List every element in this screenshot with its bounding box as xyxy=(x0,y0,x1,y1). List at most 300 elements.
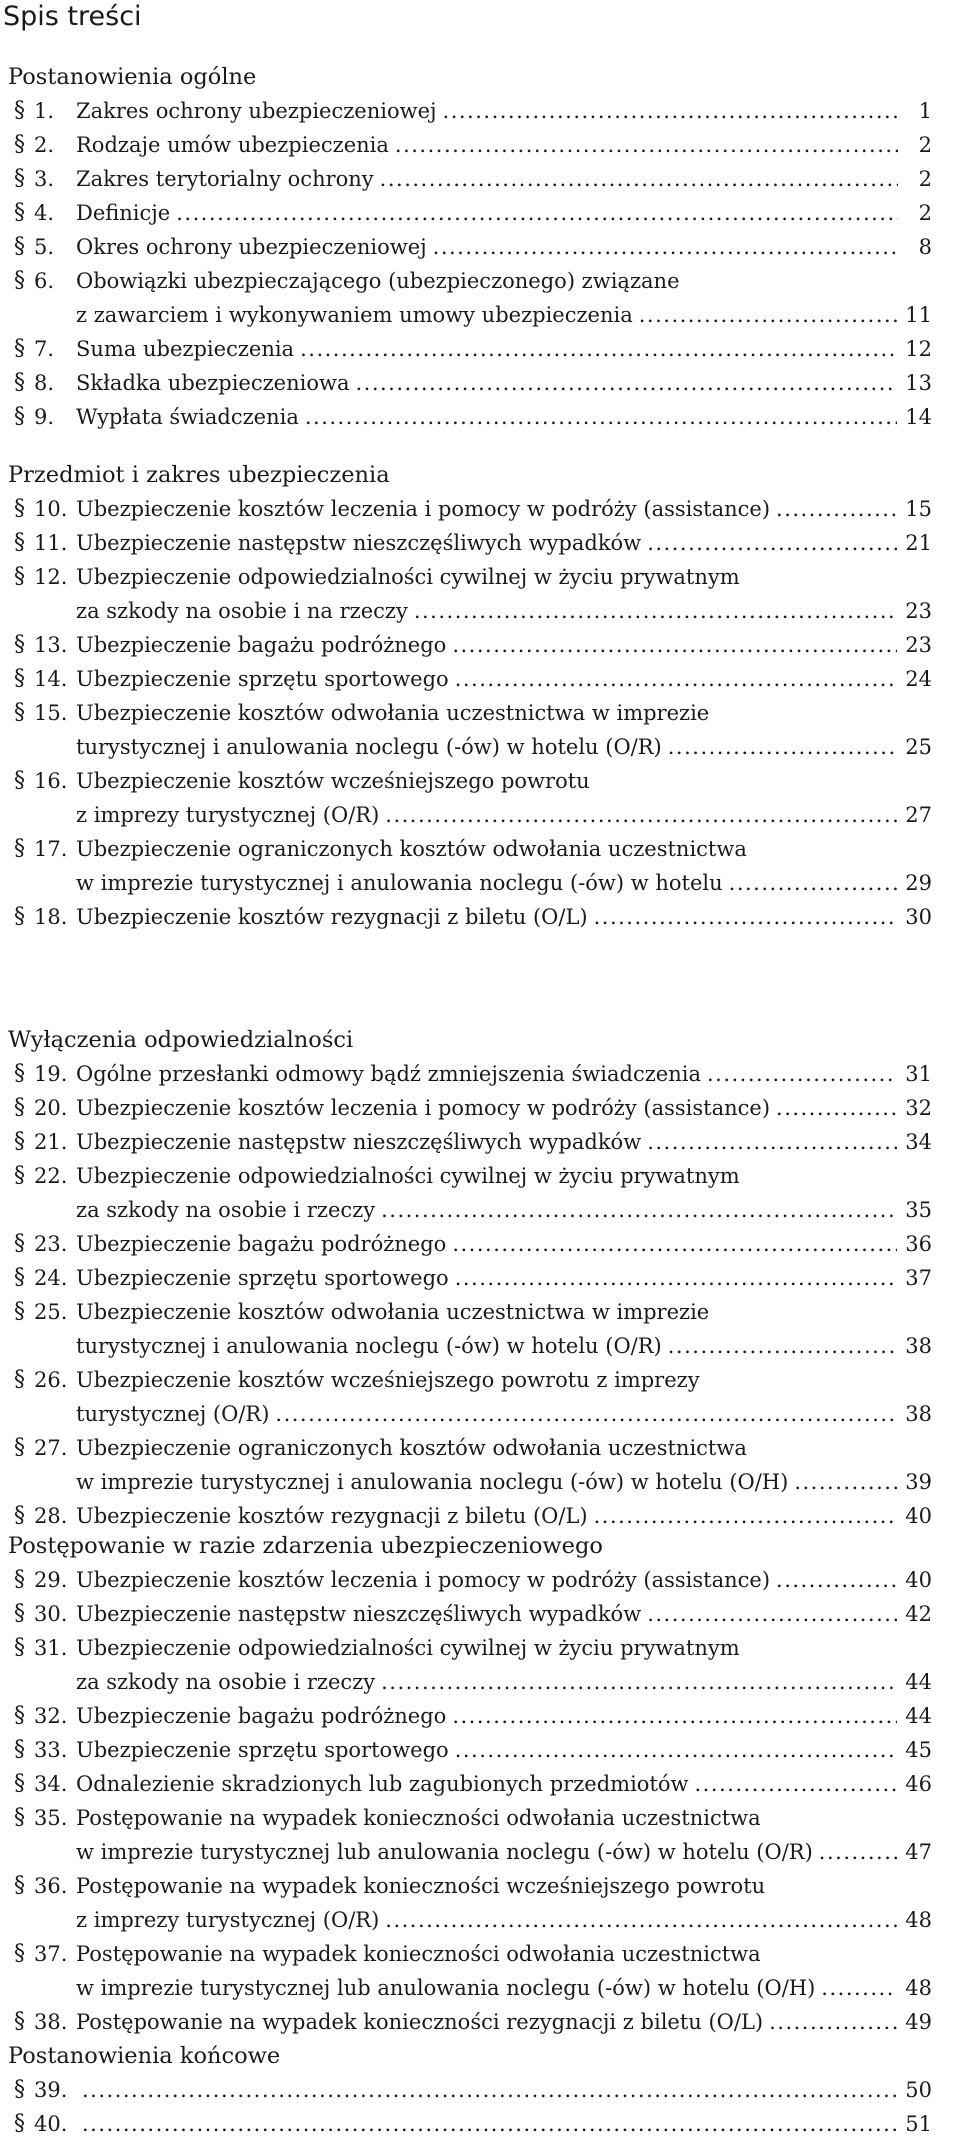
section-sign: § xyxy=(14,404,25,429)
section-sign: § xyxy=(14,1367,25,1392)
page-number: 40 xyxy=(905,1504,932,1528)
entry-number: 34. xyxy=(34,1772,68,1796)
dot-leader xyxy=(433,230,898,264)
toc-entry-line xyxy=(0,1227,960,1261)
page-number: 27 xyxy=(905,803,932,827)
section-sign: § xyxy=(14,1095,25,1120)
toc-entry-line xyxy=(0,1159,960,1193)
section-sign: § xyxy=(14,530,25,555)
entry-title: Ubezpieczenie kosztów odwołania uczestnictwa w imprezie xyxy=(76,701,710,725)
toc-entry[interactable] xyxy=(0,492,960,526)
entry-number: 31. xyxy=(34,1636,68,1660)
entry-title: Postępowanie na wypadek konieczności wcześniejszego powrotu xyxy=(76,1874,766,1898)
toc-entry-line xyxy=(0,1363,960,1397)
section-sign: § xyxy=(14,632,25,657)
entry-number: 24. xyxy=(34,1266,68,1290)
entry-title: Ubezpieczenie sprzętu sportowego xyxy=(76,1738,449,1762)
entry-number: 12. xyxy=(34,565,68,589)
entry-title: w imprezie turystycznej lub anulowania noclegu (-ów) w hotelu (O/H) xyxy=(76,1976,816,2000)
entry-title: Suma ubezpieczenia xyxy=(76,337,295,361)
dot-leader xyxy=(729,866,898,900)
page-number: 14 xyxy=(905,405,932,429)
entry-number: 23. xyxy=(34,1232,68,1256)
toc-entry-line xyxy=(0,1125,960,1159)
toc-entry-line xyxy=(0,1597,960,1631)
toc-entry-line xyxy=(0,696,960,730)
section-sign: § xyxy=(14,700,25,725)
entry-title: Ubezpieczenie kosztów rezygnacji z biletu (O/L) xyxy=(76,1504,588,1528)
page-number: 48 xyxy=(905,1908,932,1932)
section-sign: § xyxy=(14,1435,25,1460)
page-number: 42 xyxy=(905,1602,932,1626)
dot-leader xyxy=(668,1329,898,1363)
toc-entry-line xyxy=(0,1261,960,1295)
section-sign: § xyxy=(14,1771,25,1796)
dot-leader xyxy=(395,128,898,162)
entry-number: 6. xyxy=(34,269,55,293)
entry-title: Ogólne przesłanki odmowy bądź zmniejszenia świadczenia xyxy=(76,1062,701,1086)
toc-entry-line xyxy=(0,1835,960,1869)
entry-title: Odnalezienie skradzionych lub zagubionych przedmiotów xyxy=(76,1772,689,1796)
dot-leader xyxy=(82,2073,897,2107)
page-number: 12 xyxy=(905,337,932,361)
page-number: 45 xyxy=(905,1738,932,1762)
toc-entry[interactable] xyxy=(0,366,960,400)
toc-entry[interactable] xyxy=(0,1597,960,1631)
entry-title: Zakres ochrony ubezpieczeniowej xyxy=(76,99,437,123)
entry-title: Ubezpieczenie kosztów wcześniejszego powrotu z imprezy xyxy=(76,1368,700,1392)
dot-leader xyxy=(639,298,898,332)
toc-entry[interactable] xyxy=(0,1363,960,1431)
entry-title: Ubezpieczenie następstw nieszczęśliwych wypadków xyxy=(76,531,642,555)
entry-number: 11. xyxy=(34,531,68,555)
page-number: 44 xyxy=(905,1670,932,1694)
page-number: 23 xyxy=(905,599,932,623)
entry-number: 1. xyxy=(34,99,55,123)
toc-entry-line xyxy=(0,1869,960,1903)
toc-entry-line xyxy=(0,1193,960,1227)
dot-leader xyxy=(300,332,897,366)
dot-leader xyxy=(455,1261,898,1295)
toc-entry-line xyxy=(0,162,960,196)
page-number: 21 xyxy=(905,531,932,555)
entry-title: Ubezpieczenie odpowiedzialności cywilnej w życiu prywatnym xyxy=(76,565,740,589)
entry-title: Ubezpieczenie bagażu podróżnego xyxy=(76,1232,447,1256)
entry-title: Ubezpieczenie bagażu podróżnego xyxy=(76,633,447,657)
toc-entry[interactable] xyxy=(0,2073,960,2107)
toc-entry[interactable] xyxy=(0,162,960,196)
toc-entry[interactable] xyxy=(0,196,960,230)
page-number: 23 xyxy=(905,633,932,657)
toc-entry[interactable] xyxy=(0,94,960,128)
dot-leader xyxy=(776,492,897,526)
toc-entry[interactable] xyxy=(0,1801,960,1869)
entry-title: Ubezpieczenie odpowiedzialności cywilnej w życiu prywatnym xyxy=(76,1164,740,1188)
entry-title: Wypłata świadczenia xyxy=(76,405,299,429)
toc-entry-line xyxy=(0,560,960,594)
section-sign: § xyxy=(14,132,25,157)
page-number: 30 xyxy=(905,905,932,929)
toc-section xyxy=(0,458,960,934)
page-number: 35 xyxy=(905,1198,932,1222)
entry-title: Obowiązki ubezpieczającego (ubezpieczonego) związane xyxy=(76,269,680,293)
entry-title: Definicje xyxy=(76,201,171,225)
entry-title: z imprezy turystycznej (O/R) xyxy=(76,1908,380,1932)
entry-title: Ubezpieczenie sprzętu sportowego xyxy=(76,1266,449,1290)
section-sign: § xyxy=(14,1873,25,1898)
dot-leader xyxy=(452,1699,897,1733)
entry-number: 29. xyxy=(34,1568,68,1592)
toc-section xyxy=(0,2039,960,2141)
dot-leader xyxy=(594,900,898,934)
entry-number: 17. xyxy=(34,837,68,861)
entry-number: 39. xyxy=(34,2078,68,2102)
toc-section xyxy=(0,1529,960,2039)
toc-entry-line xyxy=(0,492,960,526)
page-number: 15 xyxy=(905,497,932,521)
section-sign: § xyxy=(14,1265,25,1290)
entry-title: z zawarciem i wykonywaniem umowy ubezpieczenia xyxy=(76,303,633,327)
page-number: 1 xyxy=(918,99,932,123)
entry-title: za szkody na osobie i rzeczy xyxy=(76,1670,376,1694)
toc-entry[interactable] xyxy=(0,332,960,366)
toc-entry[interactable] xyxy=(0,526,960,560)
page-number: 32 xyxy=(905,1096,932,1120)
toc-entry-line xyxy=(0,832,960,866)
toc-entry-line xyxy=(0,1465,960,1499)
page-number: 51 xyxy=(905,2112,932,2136)
toc-entry[interactable] xyxy=(0,628,960,662)
toc-entry[interactable] xyxy=(0,1057,960,1091)
toc-entry[interactable] xyxy=(0,1125,960,1159)
dot-leader xyxy=(794,1465,897,1499)
section-sign: § xyxy=(14,666,25,691)
toc-entry[interactable] xyxy=(0,900,960,934)
entry-number: 8. xyxy=(34,371,55,395)
section-sign: § xyxy=(14,2111,25,2136)
dot-leader xyxy=(82,2107,897,2141)
section-sign: § xyxy=(14,1703,25,1728)
toc-entry[interactable] xyxy=(0,1699,960,1733)
entry-number: 22. xyxy=(34,1164,68,1188)
entry-title: w imprezie turystycznej lub anulowania noclegu (-ów) w hotelu (O/R) xyxy=(76,1840,813,1864)
toc-entry-line xyxy=(0,2005,960,2039)
toc-entry[interactable] xyxy=(0,764,960,832)
toc-entry[interactable] xyxy=(0,2005,960,2039)
entry-number: 15. xyxy=(34,701,68,725)
dot-leader xyxy=(821,1971,897,2005)
entry-title: Ubezpieczenie kosztów leczenia i pomocy w podróży (assistance) xyxy=(76,1568,771,1592)
page-number: 29 xyxy=(905,871,932,895)
toc-entry-line xyxy=(0,1665,960,1699)
toc-entry[interactable] xyxy=(0,264,960,332)
toc-entry[interactable] xyxy=(0,1091,960,1125)
page-number: 50 xyxy=(905,2078,932,2102)
entry-title: Ubezpieczenie kosztów leczenia i pomocy w podróży (assistance) xyxy=(76,1096,771,1120)
entry-number: 7. xyxy=(34,337,55,361)
entry-title: w imprezie turystycznej i anulowania noclegu (-ów) w hotelu (O/H) xyxy=(76,1470,789,1494)
entry-number: 2. xyxy=(34,133,55,157)
toc-entry-line xyxy=(0,900,960,934)
toc-entry-line xyxy=(0,1699,960,1733)
page-number: 13 xyxy=(905,371,932,395)
dot-leader xyxy=(452,1227,897,1261)
entry-number: 14. xyxy=(34,667,68,691)
toc-entry[interactable] xyxy=(0,230,960,264)
page-title: Spis treści xyxy=(3,1,142,32)
page-number: 36 xyxy=(905,1232,932,1256)
dot-leader xyxy=(647,526,897,560)
section-sign: § xyxy=(14,1941,25,1966)
entry-title: Postępowanie na wypadek konieczności rezygnacji z biletu (O/L) xyxy=(76,2010,764,2034)
toc-entry-line xyxy=(0,1937,960,1971)
entry-title: Ubezpieczenie ograniczonych kosztów odwołania uczestnictwa xyxy=(76,837,747,861)
section-sign: § xyxy=(14,234,25,259)
entry-title: Zakres terytorialny ochrony xyxy=(76,167,374,191)
section-sign: § xyxy=(14,166,25,191)
entry-number: 40. xyxy=(34,2112,68,2136)
entry-title: Postępowanie na wypadek konieczności odwołania uczestnictwa xyxy=(76,1942,761,1966)
toc-entry-line xyxy=(0,1767,960,1801)
toc-entry-line xyxy=(0,196,960,230)
toc-entry-line xyxy=(0,332,960,366)
section-title: Przedmiot i zakres ubezpieczenia xyxy=(8,462,390,488)
page-number: 25 xyxy=(905,735,932,759)
section-sign: § xyxy=(14,1635,25,1660)
page-number: 2 xyxy=(918,201,932,225)
entry-title: Ubezpieczenie następstw nieszczęśliwych wypadków xyxy=(76,1130,642,1154)
entry-number: 25. xyxy=(34,1300,68,1324)
section-sign: § xyxy=(14,268,25,293)
dot-leader xyxy=(647,1125,897,1159)
dot-leader xyxy=(695,1767,898,1801)
toc-entry[interactable] xyxy=(0,832,960,900)
page-number: 2 xyxy=(918,167,932,191)
toc-entry-line xyxy=(0,1091,960,1125)
toc-entry-line xyxy=(0,128,960,162)
entry-title: za szkody na osobie i na rzeczy xyxy=(76,599,408,623)
dot-leader xyxy=(414,594,897,628)
entry-number: 38. xyxy=(34,2010,68,2034)
dot-leader xyxy=(769,2005,897,2039)
page-number: 40 xyxy=(905,1568,932,1592)
dot-leader xyxy=(668,730,898,764)
dot-leader xyxy=(176,196,898,230)
toc-entry-line xyxy=(0,2107,960,2141)
entry-number: 19. xyxy=(34,1062,68,1086)
page-number: 38 xyxy=(905,1402,932,1426)
dot-leader xyxy=(452,628,897,662)
section-title: Wyłączenia odpowiedzialności xyxy=(8,1027,354,1053)
section-sign: § xyxy=(14,2009,25,2034)
toc-entry-line xyxy=(0,866,960,900)
toc-entry-line xyxy=(0,1397,960,1431)
entry-title: Składka ubezpieczeniowa xyxy=(76,371,350,395)
entry-title: Ubezpieczenie ograniczonych kosztów odwołania uczestnictwa xyxy=(76,1436,747,1460)
entry-title: turystycznej i anulowania noclegu (-ów) w hotelu (O/R) xyxy=(76,735,662,759)
toc-entry-line xyxy=(0,1631,960,1665)
entry-title: turystycznej i anulowania noclegu (-ów) w hotelu (O/R) xyxy=(76,1334,662,1358)
page-number: 38 xyxy=(905,1334,932,1358)
entry-number: 10. xyxy=(34,497,68,521)
page-number: 24 xyxy=(905,667,932,691)
toc-entry[interactable] xyxy=(0,560,960,628)
entry-number: 36. xyxy=(34,1874,68,1898)
toc-entry-line xyxy=(0,94,960,128)
entry-number: 30. xyxy=(34,1602,68,1626)
toc-entry-line xyxy=(0,264,960,298)
entry-number: 9. xyxy=(34,405,55,429)
entry-number: 28. xyxy=(34,1504,68,1528)
toc-entry[interactable] xyxy=(0,696,960,764)
page-number: 2 xyxy=(918,133,932,157)
section-sign: § xyxy=(14,1129,25,1154)
dot-leader xyxy=(455,662,898,696)
toc-entry-line xyxy=(0,1903,960,1937)
entry-title: z imprezy turystycznej (O/R) xyxy=(76,803,380,827)
toc-entry-line xyxy=(0,662,960,696)
entry-title: Ubezpieczenie następstw nieszczęśliwych wypadków xyxy=(76,1602,642,1626)
toc-entry-line xyxy=(0,1733,960,1767)
toc-entry-line xyxy=(0,230,960,264)
section-sign: § xyxy=(14,564,25,589)
section-sign: § xyxy=(14,1503,25,1528)
toc-entry-line xyxy=(0,2073,960,2107)
toc-entry-line xyxy=(0,628,960,662)
section-title: Postanowienia końcowe xyxy=(8,2043,281,2069)
dot-leader xyxy=(776,1091,897,1125)
toc-entry[interactable] xyxy=(0,1869,960,1937)
toc-entry-line xyxy=(0,1563,960,1597)
toc-entry-line xyxy=(0,400,960,434)
entry-title: Okres ochrony ubezpieczeniowej xyxy=(76,235,427,259)
toc-entry[interactable] xyxy=(0,1261,960,1295)
page-number: 46 xyxy=(905,1772,932,1796)
toc-entry-line xyxy=(0,1801,960,1835)
section-sign: § xyxy=(14,836,25,861)
entry-number: 27. xyxy=(34,1436,68,1460)
toc-entry[interactable] xyxy=(0,2107,960,2141)
page-number: 11 xyxy=(905,303,932,327)
page-number: 44 xyxy=(905,1704,932,1728)
entry-title: turystycznej (O/R) xyxy=(76,1402,270,1426)
toc-section xyxy=(0,1023,960,1533)
entry-number: 16. xyxy=(34,769,68,793)
page-number: 47 xyxy=(905,1840,932,1864)
toc-entry-line xyxy=(0,798,960,832)
section-sign: § xyxy=(14,336,25,361)
toc-entry-line xyxy=(0,764,960,798)
dot-leader xyxy=(594,1499,898,1533)
dot-leader xyxy=(819,1835,897,1869)
toc-entry-line xyxy=(0,526,960,560)
section-sign: § xyxy=(14,1737,25,1762)
toc-entry[interactable] xyxy=(0,400,960,434)
toc-entry-line xyxy=(0,594,960,628)
toc-entry[interactable] xyxy=(0,1733,960,1767)
section-sign: § xyxy=(14,1231,25,1256)
toc-entry-line xyxy=(0,730,960,764)
dot-leader xyxy=(776,1563,897,1597)
dot-leader xyxy=(275,1397,897,1431)
entry-number: 18. xyxy=(34,905,68,929)
dot-leader xyxy=(385,798,897,832)
toc-entry-line xyxy=(0,1329,960,1363)
entry-title: Ubezpieczenie kosztów leczenia i pomocy w podróży (assistance) xyxy=(76,497,771,521)
entry-number: 20. xyxy=(34,1096,68,1120)
dot-leader xyxy=(380,162,898,196)
section-sign: § xyxy=(14,1601,25,1626)
entry-number: 4. xyxy=(34,201,55,225)
entry-number: 37. xyxy=(34,1942,68,1966)
page-number: 48 xyxy=(905,1976,932,2000)
entry-number: 32. xyxy=(34,1704,68,1728)
section-sign: § xyxy=(14,200,25,225)
section-sign: § xyxy=(14,904,25,929)
toc-entry-line xyxy=(0,298,960,332)
toc-entry[interactable] xyxy=(0,1937,960,2005)
toc-entry[interactable] xyxy=(0,1159,960,1227)
toc-entry[interactable] xyxy=(0,1563,960,1597)
section-sign: § xyxy=(14,1567,25,1592)
toc-entry[interactable] xyxy=(0,1631,960,1699)
toc-entry[interactable] xyxy=(0,1767,960,1801)
page-number: 8 xyxy=(918,235,932,259)
toc-entry-line xyxy=(0,1295,960,1329)
dot-leader xyxy=(455,1733,898,1767)
entry-number: 21. xyxy=(34,1130,68,1154)
dot-leader xyxy=(355,366,897,400)
dot-leader xyxy=(381,1665,897,1699)
entry-title: za szkody na osobie i rzeczy xyxy=(76,1198,376,1222)
toc-entry[interactable] xyxy=(0,662,960,696)
section-title: Postanowienia ogólne xyxy=(8,64,257,90)
toc-entry[interactable] xyxy=(0,1295,960,1363)
entry-title: w imprezie turystycznej i anulowania noclegu (-ów) w hotelu xyxy=(76,871,723,895)
toc-entry-line xyxy=(0,1499,960,1533)
entry-title: Ubezpieczenie kosztów wcześniejszego powrotu xyxy=(76,769,590,793)
entry-title: Ubezpieczenie sprzętu sportowego xyxy=(76,667,449,691)
entry-number: 5. xyxy=(34,235,55,259)
section-sign: § xyxy=(14,98,25,123)
toc-entry[interactable] xyxy=(0,1499,960,1533)
page-number: 37 xyxy=(905,1266,932,1290)
dot-leader xyxy=(381,1193,897,1227)
toc-entry-line xyxy=(0,1431,960,1465)
section-sign: § xyxy=(14,1163,25,1188)
entry-title: Rodzaje umów ubezpieczenia xyxy=(76,133,389,157)
entry-title: Postępowanie na wypadek konieczności odwołania uczestnictwa xyxy=(76,1806,761,1830)
toc-entry[interactable] xyxy=(0,1431,960,1499)
entry-number: 26. xyxy=(34,1368,68,1392)
toc-entry-line xyxy=(0,1971,960,2005)
dot-leader xyxy=(443,94,898,128)
section-sign: § xyxy=(14,1299,25,1324)
entry-title: Ubezpieczenie kosztów rezygnacji z biletu (O/L) xyxy=(76,905,588,929)
section-sign: § xyxy=(14,1805,25,1830)
toc-entry-line xyxy=(0,1057,960,1091)
dot-leader xyxy=(707,1057,897,1091)
section-title: Postępowanie w razie zdarzenia ubezpieczeniowego xyxy=(8,1533,603,1559)
entry-number: 3. xyxy=(34,167,55,191)
section-sign: § xyxy=(14,768,25,793)
toc-entry-line xyxy=(0,366,960,400)
page-number: 49 xyxy=(905,2010,932,2034)
section-sign: § xyxy=(14,496,25,521)
toc-entry[interactable] xyxy=(0,1227,960,1261)
dot-leader xyxy=(647,1597,897,1631)
toc-entry[interactable] xyxy=(0,128,960,162)
